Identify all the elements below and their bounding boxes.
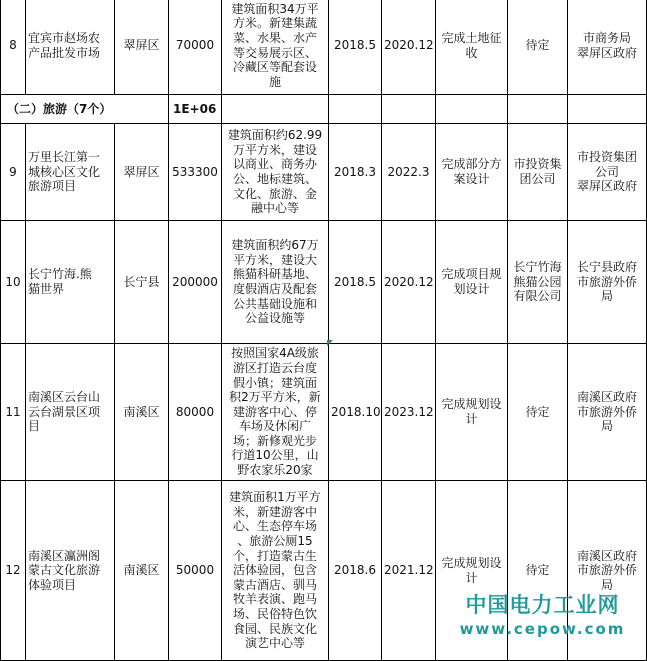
watermark — [440, 592, 645, 640]
responsible: 南溪区政府 市旅游外侨 局 — [568, 344, 647, 481]
district: 长宁县 — [115, 221, 169, 344]
comment-marker-icon — [327, 340, 333, 346]
district: 南溪区 — [115, 481, 169, 661]
construction-content: 按照国家4A级旅 游区打造云台度 假小镇；建筑面 积2万平方米，新 建游客中心、停 车场及休闲广 场；新修观光步 行道10公里，山 野农家乐20家 — [222, 344, 329, 481]
section-row — [1, 95, 647, 124]
district: 翠屏区 — [115, 124, 169, 221]
project-name: 宜宾市赵场农 产品批发市场 — [26, 0, 115, 95]
owner: 长宁竹海 熊猫公园 有限公司 — [508, 221, 568, 344]
owner: 待定 — [508, 481, 568, 661]
progress: 完成部分方 案设计 — [436, 124, 508, 221]
construction-content: 建筑面积34万平 方米。新建集蔬 菜、水果、水产 等交易展示区、 冷藏区等配套设 施 — [222, 0, 329, 95]
table-row-8 — [1, 0, 647, 95]
responsible: 市投资集团 公司 翠屏区政府 — [568, 124, 647, 221]
district: 南溪区 — [115, 344, 169, 481]
table-row-9 — [1, 124, 647, 221]
row-no: 11 — [1, 344, 26, 481]
end-date: 2022.3 — [382, 124, 436, 221]
project-name: 南溪区瀛洲阁 蒙古文化旅游 体验项目 — [26, 481, 115, 661]
start-date: 2018.10 — [329, 344, 382, 481]
project-name: 万里长江第一 城核心区文化 旅游项目 — [26, 124, 115, 221]
project-name: 长宁竹海.熊 猫世界 — [26, 221, 115, 344]
section-value: 1E+06 — [169, 95, 222, 124]
investment: 50000 — [169, 481, 222, 661]
progress: 完成规划设 计 — [436, 344, 508, 481]
table-row-10 — [1, 221, 647, 344]
table-row-11 — [1, 344, 647, 481]
start-date: 2018.3 — [329, 124, 382, 221]
watermark-url: www.cepow.com — [459, 620, 626, 638]
investment: 70000 — [169, 0, 222, 95]
row-no: 10 — [1, 221, 26, 344]
investment: 200000 — [169, 221, 222, 344]
owner: 待定 — [508, 0, 568, 95]
section-label: （二）旅游（7个） — [1, 95, 169, 124]
watermark-title: 中国电力工业网 — [465, 593, 620, 617]
owner: 待定 — [508, 344, 568, 481]
responsible: 市商务局 翠屏区政府 — [568, 0, 647, 95]
start-date: 2018.5 — [329, 0, 382, 95]
row-no: 12 — [1, 481, 26, 661]
end-date: 2020.12 — [382, 0, 436, 95]
start-date: 2018.5 — [329, 221, 382, 344]
district: 翠屏区 — [115, 0, 169, 95]
investment: 533300 — [169, 124, 222, 221]
construction-content: 建筑面积约62.99 万平方米，建设 以商业、商务办 公、地标建筑、 文化、旅游、金 融中心等 — [222, 124, 329, 221]
progress: 完成土地征 收 — [436, 0, 508, 95]
progress: 完成项目规 划设计 — [436, 221, 508, 344]
end-date: 2021.12 — [382, 481, 436, 661]
construction-content: 建筑面积1万平方 米，新建游客中 心、生态停车场 、旅游公厕15 个，打造蒙古生 活体验园，包含 蒙古酒店、驯马 牧羊表演、跑马 场、民俗特色饮 食园、民族文化 演艺中心等 — [222, 481, 329, 661]
responsible: 长宁县政府 市旅游外侨 局 — [568, 221, 647, 344]
row-no: 9 — [1, 124, 26, 221]
investment: 80000 — [169, 344, 222, 481]
responsible: 南溪区政府 市旅游外侨 局 — [568, 481, 647, 661]
end-date: 2020.12 — [382, 221, 436, 344]
progress: 完成规划设 计 — [436, 481, 508, 661]
owner: 市投资集 团公司 — [508, 124, 568, 221]
start-date: 2018.6 — [329, 481, 382, 661]
row-no: 8 — [1, 0, 26, 95]
construction-content: 建筑面积约67万 平方米，建设大 熊猫科研基地、 度假酒店及配套 公共基础设施和 公益设施等 — [222, 221, 329, 344]
end-date: 2023.12 — [382, 344, 436, 481]
project-name: 南溪区云台山 云台湖景区项 目 — [26, 344, 115, 481]
